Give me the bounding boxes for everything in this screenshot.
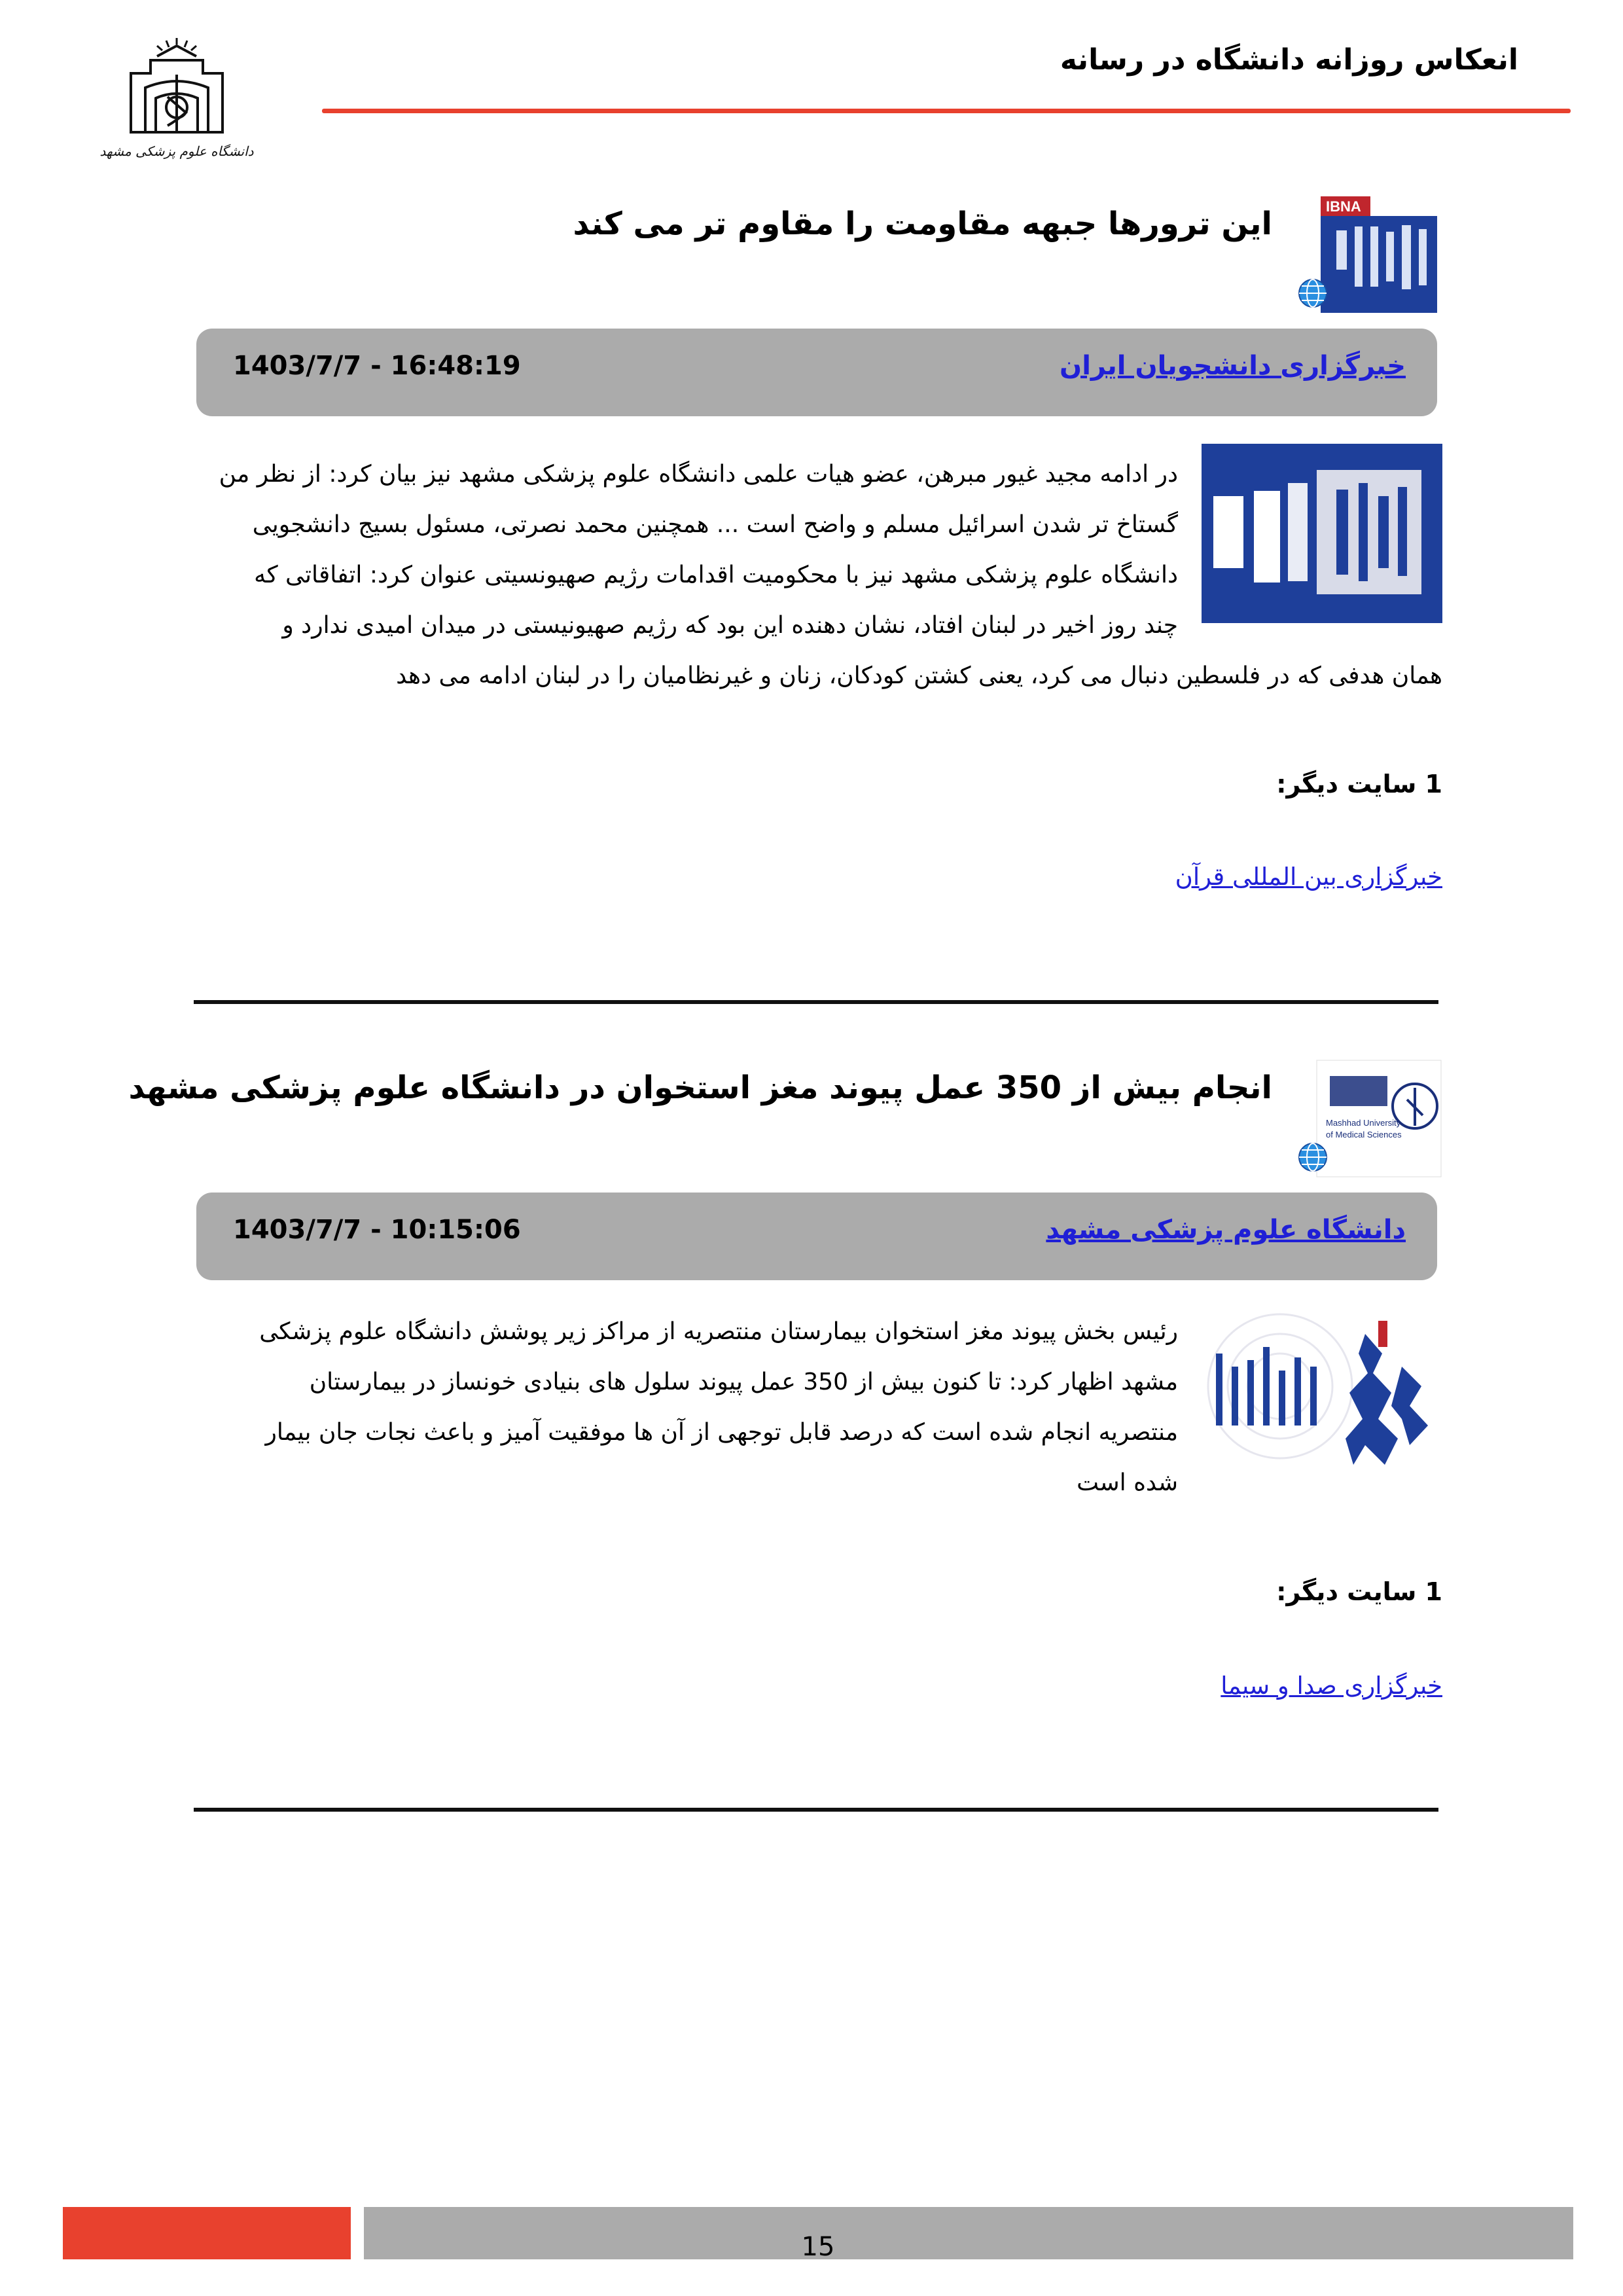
- svg-text:دانشگاه علوم پزشکی مشهد: دانشگاه علوم پزشکی مشهد: [99, 143, 254, 159]
- page-number: 15: [801, 2232, 835, 2262]
- article-datetime: 1403/7/7 - 10:15:06: [233, 1215, 521, 1245]
- other-site-link[interactable]: خبرگزاری صدا و سیما: [1221, 1672, 1442, 1700]
- body-line: چند روز اخیر در لبنان افتاد، نشان دهنده این بود که رژیم صهیونیستی در میدان امیدی ندارد و: [282, 612, 1178, 639]
- body-line: رئیس بخش پیوند مغز استخوان بیمارستان منتصریه از مراکز زیر پوشش دانشگاه علوم پزشکی: [259, 1318, 1178, 1345]
- source-link[interactable]: دانشگاه علوم پزشکی مشهد: [1046, 1215, 1406, 1245]
- other-site-link[interactable]: خبرگزاری بین المللی قرآن: [1175, 863, 1442, 891]
- body-line: همان هدفی که در فلسطین دنبال می کرد، یعنی کشتن کودکان، زنان و غیرنظامیان را در لبنان ادامه می دهد: [396, 662, 1442, 689]
- body-line: در ادامه مجید غیور مبرهن، عضو هیات علمی دانشگاه علوم پزشکی مشهد نیز بیان کرد: از نظر من: [219, 461, 1178, 488]
- article-image: [1202, 444, 1442, 623]
- globe-icon: [1297, 1141, 1329, 1173]
- source-logo: [1317, 1060, 1441, 1177]
- article-meta-bar: [196, 329, 1437, 416]
- body-line: دانشگاه علوم پزشکی مشهد نیز با محکومیت اقدامات رژیم صهیونسیتی عنوان کرد: اتفاقاتی که: [254, 562, 1178, 588]
- svg-text:IBNA: IBNA: [1326, 198, 1361, 215]
- svg-text:Mashhad University: Mashhad University: [1326, 1118, 1401, 1128]
- article-headline[interactable]: انجام بیش از 350 عمل پیوند مغز استخوان در دانشگاه علوم پزشکی مشهد: [128, 1069, 1272, 1106]
- other-sites-title: 1 سایت دیگر:: [1276, 1577, 1442, 1606]
- article-datetime: 1403/7/7 - 16:48:19: [233, 351, 521, 381]
- body-line: شده است: [1077, 1469, 1178, 1496]
- source-logo: [1317, 196, 1441, 314]
- other-sites-title: 1 سایت دیگر:: [1276, 770, 1442, 798]
- body-line: مشهد اظهار کرد: تا کنون بیش از 350 عمل پیوند سلول های بنیادی خونساز در بیمارستان: [309, 1369, 1178, 1395]
- article-meta-bar: [196, 1193, 1437, 1280]
- svg-text:of Medical Sciences: of Medical Sciences: [1326, 1130, 1402, 1139]
- footer-accent-bar: [63, 2207, 351, 2259]
- page-header-title: انعکاس روزانه دانشگاه در رسانه: [1060, 43, 1518, 77]
- body-line: گستاخ تر شدن اسرائیل مسلم و واضح است ... همچنین محمد نصرتی، مسئول بسیج دانشجویی: [252, 511, 1178, 538]
- footer-bar: [364, 2207, 1573, 2259]
- article-image: [1202, 1308, 1442, 1487]
- university-logo: [99, 34, 254, 165]
- article-body: [196, 1306, 1178, 1508]
- header-divider: [322, 109, 1571, 113]
- source-link[interactable]: خبرگزاری دانشجویان ایران: [1060, 351, 1406, 381]
- university-emblem-icon: [99, 34, 254, 165]
- globe-icon: [1297, 278, 1329, 309]
- article-headline[interactable]: این ترورها جبهه مقاومت را مقاوم تر می کند: [573, 206, 1272, 242]
- article-body: [196, 449, 1178, 651]
- article-separator: [194, 1000, 1438, 1004]
- body-line: منتصریه انجام شده است که درصد قابل توجهی از آن ها موفقیت آمیز و باعث نجات جان بیمار: [265, 1419, 1178, 1446]
- article-separator: [194, 1808, 1438, 1812]
